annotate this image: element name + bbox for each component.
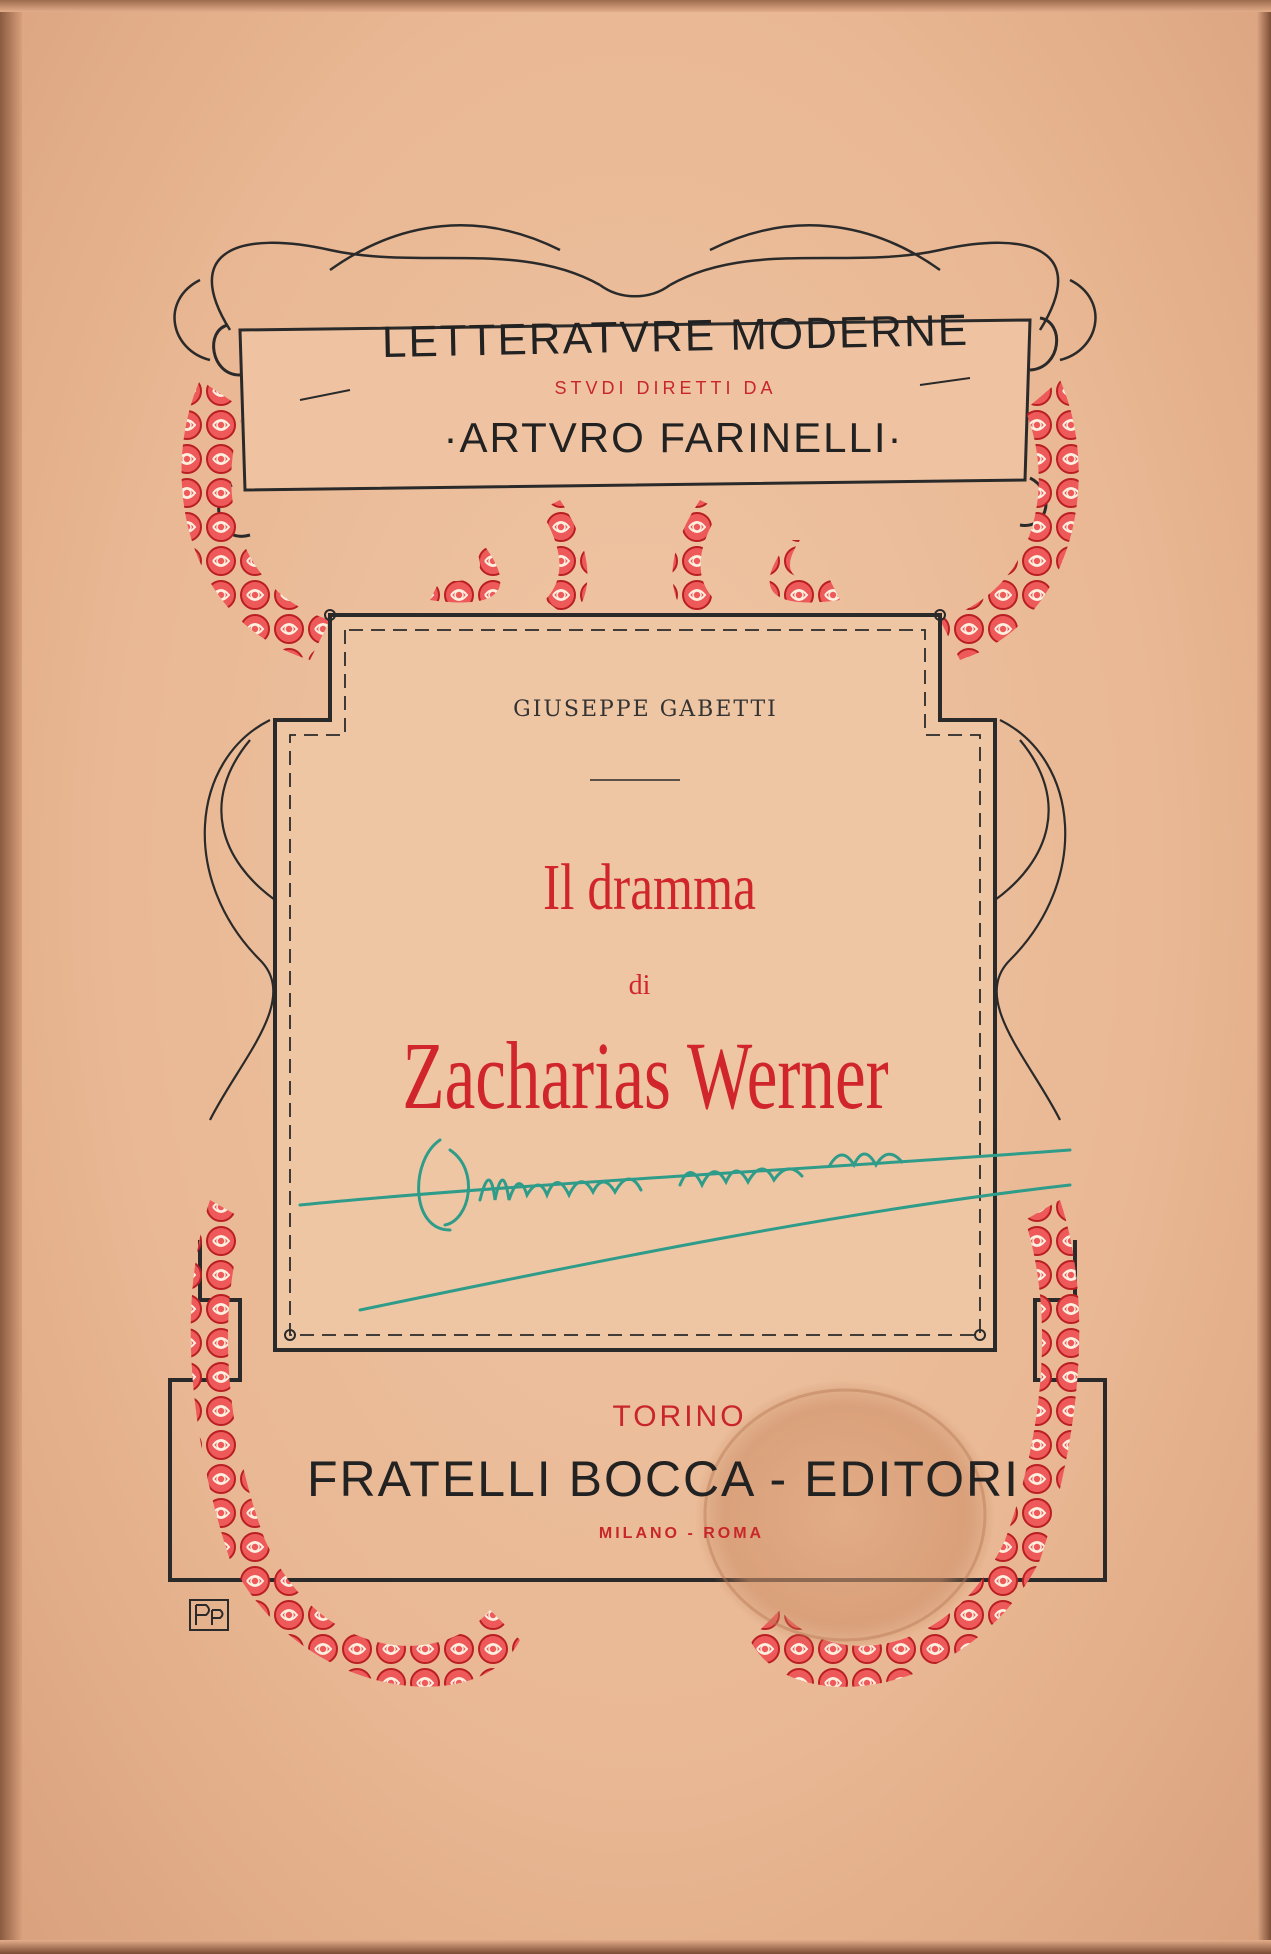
author-name: GIUSEPPE GABETTI: [513, 697, 778, 722]
publisher-name: FRATELLI BOCCA - EDITORI: [307, 1451, 1020, 1507]
series-editor: ·ARTVRO FARINELLI·: [443, 414, 904, 461]
book-title-line2: Zacharias Werner: [402, 1022, 889, 1129]
imprint-cities: MILANO - ROMA: [598, 1525, 765, 1542]
artist-monogram: [190, 1600, 228, 1630]
series-subtitle: STVDI DIRETTI DA: [554, 378, 777, 398]
series-title: LETTERATVRE MODERNE: [381, 305, 970, 368]
imprint-city: TORINO: [612, 1400, 747, 1433]
book-title-line1: Il dramma: [543, 851, 756, 924]
book-title-connector: di: [628, 970, 651, 1001]
